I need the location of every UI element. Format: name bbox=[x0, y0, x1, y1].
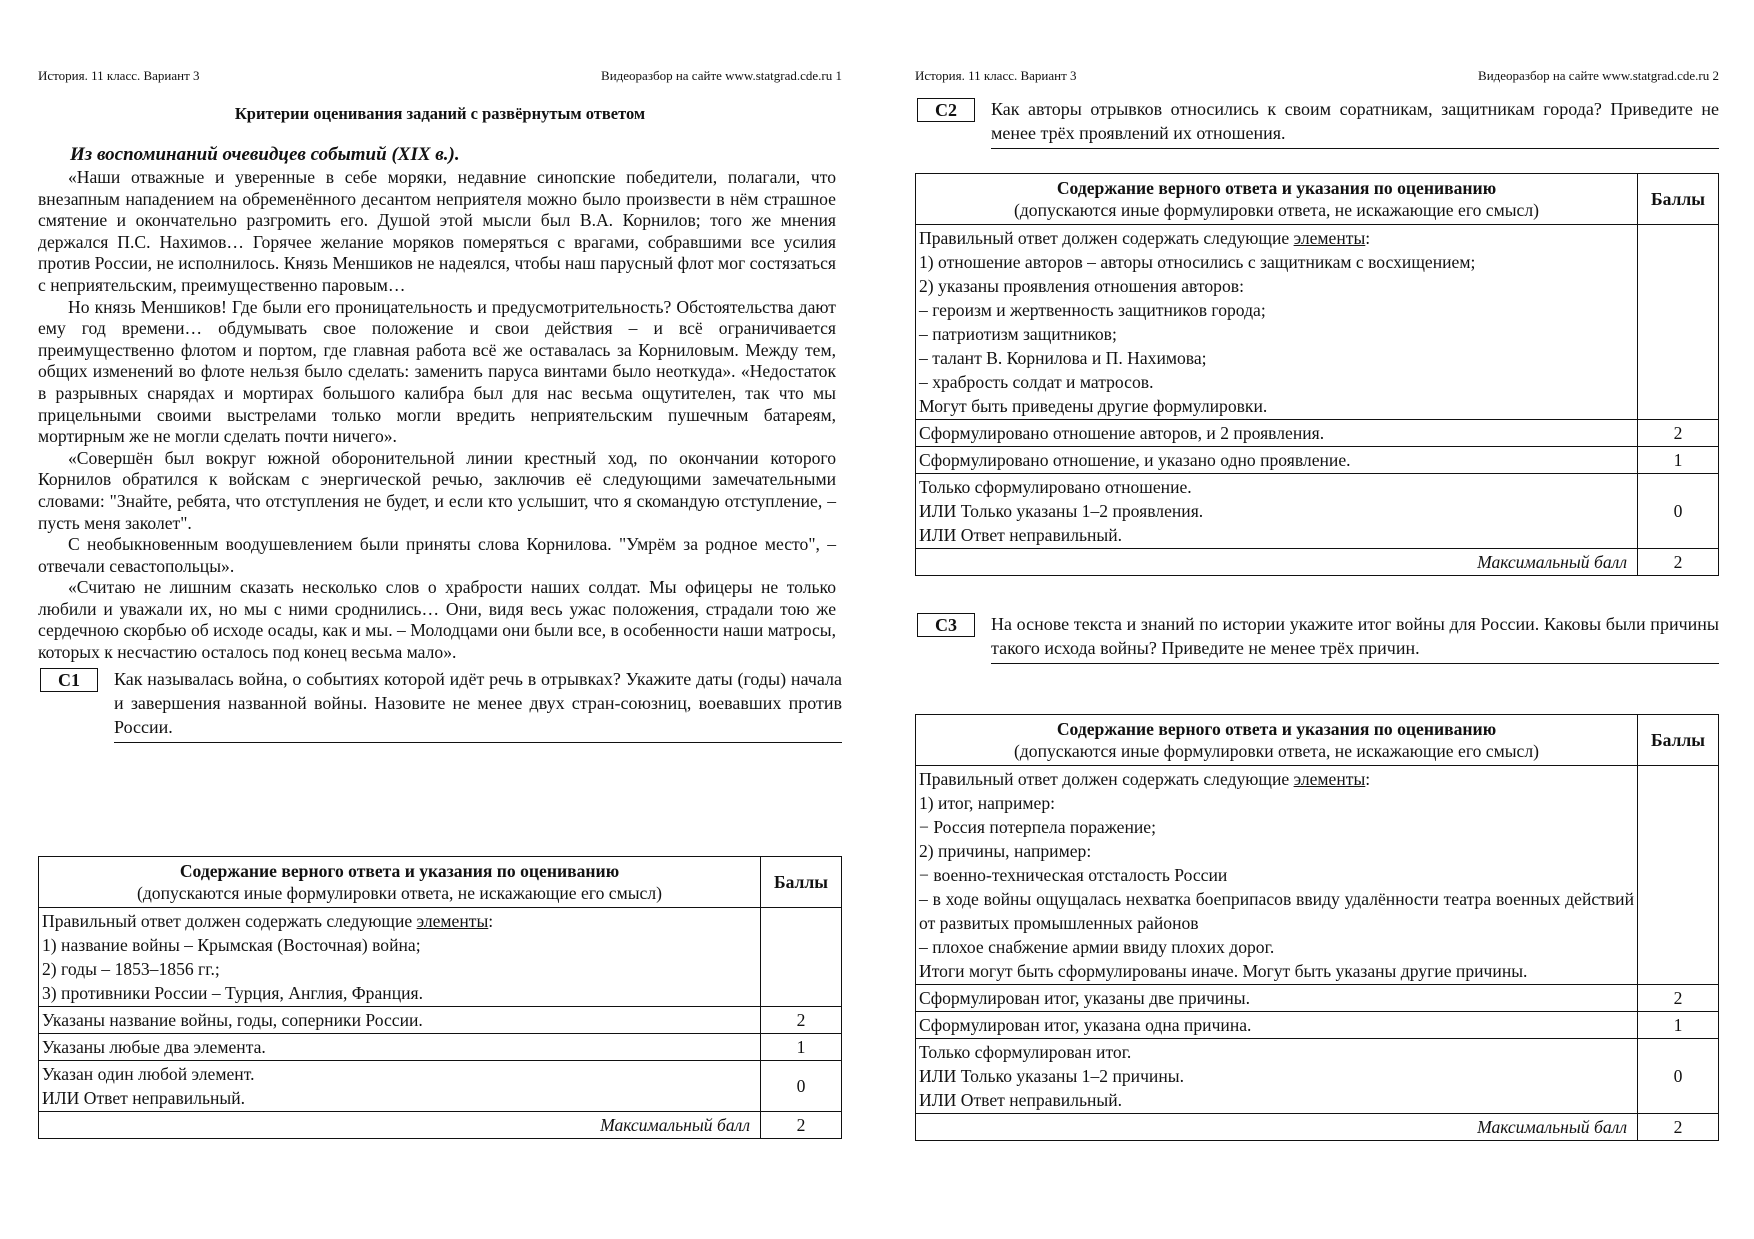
answer-line: 2) указаны проявления отношения авторов: bbox=[919, 276, 1244, 296]
criterion-score: 2 bbox=[761, 1007, 842, 1034]
question-text-c3: На основе текста и знаний по истории укажите итог войны для России. Каковы были причины такого исхода войны? Приведите не менее трёх причин. bbox=[991, 612, 1719, 664]
answer-intro: Правильный ответ должен содержать следующие элементы: bbox=[42, 911, 494, 931]
max-score-label: Максимальный балл bbox=[916, 549, 1638, 576]
table-row-max bbox=[916, 1114, 1719, 1141]
table-row bbox=[916, 985, 1719, 1012]
table-row-answer bbox=[916, 766, 1719, 985]
criterion-text: Указаны любые два элемента. bbox=[39, 1034, 761, 1061]
criterion-score: 2 bbox=[1638, 985, 1719, 1012]
answer-line: − военно-техническая отсталость России bbox=[919, 865, 1228, 885]
answer-content bbox=[916, 225, 1638, 420]
criterion-text: Указан один любой элемент. ИЛИ Ответ неправильный. bbox=[39, 1061, 761, 1112]
elements-link: элементы bbox=[1293, 769, 1366, 789]
answer-line: Итоги могут быть сформулированы иначе. Могут быть указаны другие причины. bbox=[919, 961, 1528, 981]
criteria-table-c2 bbox=[915, 173, 1719, 576]
header-main: Содержание верного ответа и указания по оцениванию bbox=[1056, 719, 1497, 739]
table-header-content bbox=[916, 174, 1638, 225]
header-right: Видеоразбор на сайте www.statgrad.cde.ru 1 bbox=[601, 68, 842, 83]
table-row bbox=[916, 447, 1719, 474]
passage bbox=[38, 167, 836, 664]
answer-line: – храбрость солдат и матросов. bbox=[919, 372, 1154, 392]
table-header-score: Баллы bbox=[761, 857, 842, 908]
max-score-value: 2 bbox=[1638, 1114, 1719, 1141]
score-cell-empty bbox=[1638, 766, 1719, 985]
table-row-answer bbox=[39, 908, 842, 1007]
passage-paragraph: «Наши отважные и уверенные в себе моряки, недавние синопские победители, полагали, что внезапным нападением на обременённого десантом неприятеля можно было произвести в нём страшное смятение и окончательно разгромить его. Душой этой мысли был В.А. Корнилов; того же мнения держался П.С. Нахимов… Горячее желание моряков померяться с врагами, собравшими все усилия против России, не исполнилось. Князь Меншиков не надеялся, чтобы наш парусный флот мог состязаться с неприятельским, преимущественно паровым… bbox=[38, 167, 836, 295]
answer-line: – патриотизм защитников; bbox=[919, 324, 1117, 344]
criterion-text: Сформулировано отношение, и указано одно проявление. bbox=[916, 447, 1638, 474]
page-title: Критерии оценивания заданий с развёрнутым ответом bbox=[234, 104, 646, 123]
question-label-c3: C3 bbox=[917, 613, 975, 637]
max-score-label: Максимальный балл bbox=[916, 1114, 1638, 1141]
score-cell-empty bbox=[761, 908, 842, 1007]
question-label-c2: C2 bbox=[917, 98, 975, 122]
table-row bbox=[916, 474, 1719, 549]
score-cell-empty bbox=[1638, 225, 1719, 420]
table-header-score: Баллы bbox=[1638, 715, 1719, 766]
answer-intro: Правильный ответ должен содержать следующие элементы: bbox=[919, 769, 1371, 789]
criterion-score: 1 bbox=[1638, 1012, 1719, 1039]
elements-link: элементы bbox=[416, 911, 489, 931]
max-score-value: 2 bbox=[761, 1112, 842, 1139]
table-header-row bbox=[916, 174, 1719, 225]
header-sub: (допускаются иные формулировки ответа, не искажающие его смысл) bbox=[136, 883, 663, 903]
header-left: История. 11 класс. Вариант 3 bbox=[915, 68, 1077, 83]
answer-line: 1) отношение авторов – авторы относились с защитникам с восхищением; bbox=[919, 252, 1476, 272]
table-row bbox=[39, 1034, 842, 1061]
table-row bbox=[39, 1061, 842, 1112]
criteria-table-c1 bbox=[38, 856, 842, 1139]
page-header bbox=[38, 68, 842, 88]
answer-line: – в ходе войны ощущалась нехватка боеприпасов ввиду удалённости театра военных действий от развитых промышленных районов bbox=[919, 889, 1634, 933]
header-left: История. 11 класс. Вариант 3 bbox=[38, 68, 200, 83]
table-header-score: Баллы bbox=[1638, 174, 1719, 225]
table-row-max bbox=[39, 1112, 842, 1139]
answer-line: 2) годы – 1853–1856 гг.; bbox=[42, 959, 220, 979]
header-main: Содержание верного ответа и указания по оцениванию bbox=[179, 861, 620, 881]
criterion-text: Только сформулирован итог. ИЛИ Только указаны 1–2 причины. ИЛИ Ответ неправильный. bbox=[916, 1039, 1638, 1114]
source-heading: Из воспоминаний очевидцев событий (XIX в.). bbox=[70, 144, 460, 165]
passage-paragraph: «Совершён был вокруг южной оборонительной линии крестный ход, по окончании которого Корнилов обратился к войскам с энергической речью, заключив её следующими замечательными словами: "Знайте, ребята, что отступления не будет, и если кто услышит, что я скомандую отступление, – пусть меня заколет". bbox=[38, 447, 836, 533]
question-text-c2: Как авторы отрывков относились к своим соратникам, защитникам города? Приведите не менее трёх проявлений их отношения. bbox=[991, 97, 1719, 149]
answer-line: − Россия потерпела поражение; bbox=[919, 817, 1156, 837]
passage-paragraph: С необыкновенным воодушевлением были приняты слова Корнилова. "Умрём за родное место", – отвечали севастопольцы». bbox=[38, 534, 836, 576]
answer-line: 1) итог, например: bbox=[919, 793, 1055, 813]
criterion-text: Сформулирован итог, указаны две причины. bbox=[916, 985, 1638, 1012]
answer-line: – талант В. Корнилова и П. Нахимова; bbox=[919, 348, 1207, 368]
criteria-table-c3 bbox=[915, 714, 1719, 1141]
page-header bbox=[915, 68, 1719, 88]
page-2 bbox=[915, 0, 1719, 1239]
criterion-score: 2 bbox=[1638, 420, 1719, 447]
answer-line: – плохое снабжение армии ввиду плохих дорог. bbox=[919, 937, 1275, 957]
table-header-row bbox=[39, 857, 842, 908]
criterion-score: 0 bbox=[761, 1061, 842, 1112]
table-row bbox=[916, 1039, 1719, 1114]
criterion-text: Сформулирован итог, указана одна причина. bbox=[916, 1012, 1638, 1039]
answer-line: Могут быть приведены другие формулировки. bbox=[919, 396, 1268, 416]
table-row bbox=[916, 420, 1719, 447]
page-1 bbox=[38, 0, 842, 1239]
max-score-label: Максимальный балл bbox=[39, 1112, 761, 1139]
answer-line: 3) противники России – Турция, Англия, Франция. bbox=[42, 983, 424, 1003]
header-sub: (допускаются иные формулировки ответа, не искажающие его смысл) bbox=[1013, 741, 1540, 761]
header-right: Видеоразбор на сайте www.statgrad.cde.ru 2 bbox=[1478, 68, 1719, 83]
table-row-answer bbox=[916, 225, 1719, 420]
answer-content bbox=[916, 766, 1638, 985]
table-row bbox=[39, 1007, 842, 1034]
question-label-c1: C1 bbox=[40, 668, 98, 692]
criterion-text: Указаны название войны, годы, соперники России. bbox=[39, 1007, 761, 1034]
table-header-content bbox=[39, 857, 761, 908]
criterion-score: 0 bbox=[1638, 1039, 1719, 1114]
answer-intro: Правильный ответ должен содержать следующие элементы: bbox=[919, 228, 1371, 248]
question-text-c1: Как называлась война, о событиях которой идёт речь в отрывках? Укажите даты (годы) начала и завершения названной войны. Назовите не менее двух стран-союзниц, воевавших против России. bbox=[114, 667, 842, 743]
answer-line: 1) название войны – Крымская (Восточная) война; bbox=[42, 935, 421, 955]
table-header-row bbox=[916, 715, 1719, 766]
passage-paragraph: «Считаю не лишним сказать несколько слов о храбрости наших солдат. Мы офицеры не только любили и уважали их, но мы с ними сроднились… Они, видя весь ужас положения, страдали тою же сердечною скорбью об исходе осады, как и мы. – Молодцами они были все, в особенности наши матросы, которых к несчастию осталось под конец весьма мало». bbox=[38, 577, 836, 663]
criterion-score: 1 bbox=[1638, 447, 1719, 474]
elements-link: элементы bbox=[1293, 228, 1366, 248]
header-main: Содержание верного ответа и указания по оцениванию bbox=[1056, 178, 1497, 198]
answer-line: – героизм и жертвенность защитников города; bbox=[919, 300, 1266, 320]
criterion-score: 1 bbox=[761, 1034, 842, 1061]
max-score-value: 2 bbox=[1638, 549, 1719, 576]
table-header-content bbox=[916, 715, 1638, 766]
table-row-max bbox=[916, 549, 1719, 576]
criterion-text: Только сформулировано отношение. ИЛИ Только указаны 1–2 проявления. ИЛИ Ответ неправильный. bbox=[916, 474, 1638, 549]
table-row bbox=[916, 1012, 1719, 1039]
header-sub: (допускаются иные формулировки ответа, не искажающие его смысл) bbox=[1013, 200, 1540, 220]
passage-paragraph: Но князь Меншиков! Где были его проницательность и предусмотрительность? Обстоятельства дают ему год времени… обдумывать свое положение и свои действия – и всё ограничивается преимущественно флотом и портом, где главная работа всё же оставалась за Корниловым. Между тем, общих изменений во флоте нельзя было сделать: заменить паруса винтами было неоткуда». «Недостаток в разрывных снарядах и мортирах большого калибра был для нас весьма ощутителен, так что мы прицельными своими выстрелами только могли вредить неприятельским пушечным батареям, мортирным же не могли сделать почти ничего». bbox=[38, 296, 836, 447]
criterion-text: Сформулировано отношение авторов, и 2 проявления. bbox=[916, 420, 1638, 447]
answer-content bbox=[39, 908, 761, 1007]
answer-line: 2) причины, например: bbox=[919, 841, 1092, 861]
criterion-score: 0 bbox=[1638, 474, 1719, 549]
